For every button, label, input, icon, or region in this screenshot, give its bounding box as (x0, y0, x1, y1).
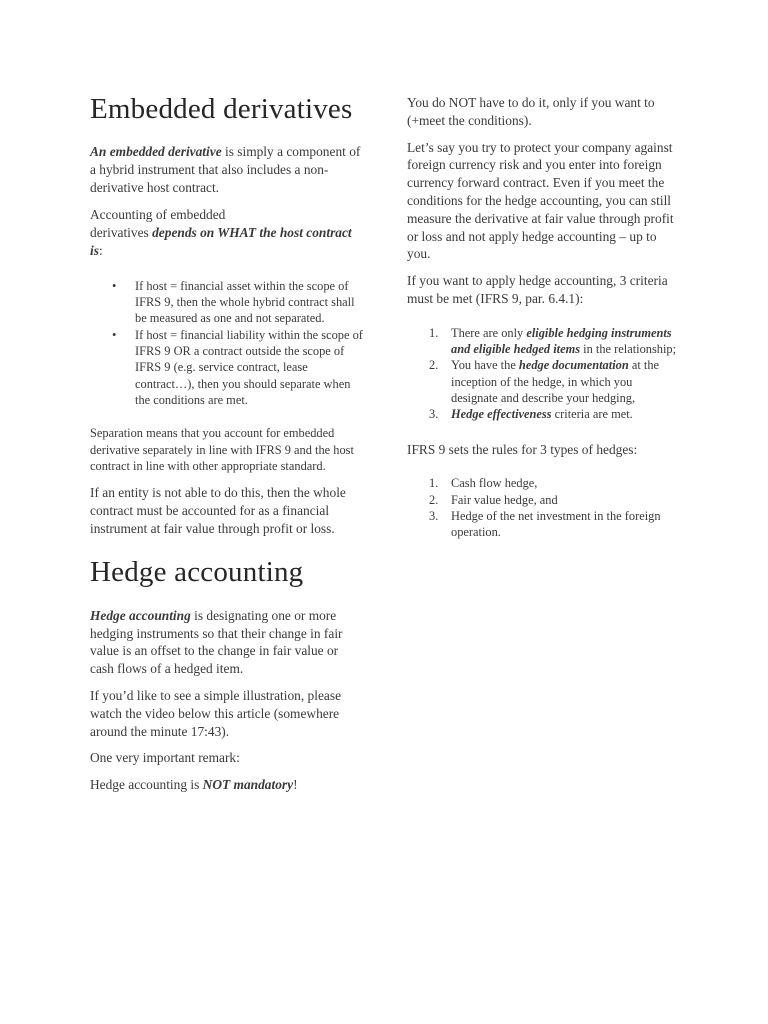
list-item: 3. Hedge of the net investment in the foreign operation. (429, 508, 661, 540)
list-item: • If host = financial liability within the scope of IFRS 9 OR a contract outside the scope of IFRS 9 (e.g. service contract, lease contract…), then you should separate when the conditions are met. (112, 327, 363, 407)
term-hedge-accounting: Hedge accounting (90, 607, 191, 623)
list-number: 3. (429, 508, 439, 523)
list-item: 2. Fair value hedge, and (429, 492, 558, 507)
term-embedded-derivative: An embedded derivative (90, 144, 222, 159)
list-number: 1. (429, 476, 439, 491)
list-number: 2. (429, 492, 439, 507)
accounting-depends-paragraph: Accounting of embedded derivatives depends on WHAT the host contract is: (90, 207, 352, 258)
video-illustration-paragraph: If you’d like to see a simple illustration, please watch the video below this article (somewhere around the minute 17:43). (90, 687, 342, 739)
not-mandatory-paragraph: Hedge accounting is NOT mandatory! (90, 777, 298, 793)
heading-hedge-accounting: Hedge accounting (90, 555, 304, 588)
left-column (90, 0, 365, 794)
hedge-accounting-definition: Hedge accounting is designating one or more hedging instruments so that their change in fair value is an offset to the change in fair value or cash flows of a hedged item. (90, 607, 343, 677)
foreign-currency-example-paragraph: Let’s say you try to protect your company against foreign currency risk and you enter into foreign currency forward contract. Even if you meet the conditions for the hedge accounting, you can still measure the derivative at fair value through profit or loss and not apply hedge accounting – up to you. (407, 139, 674, 262)
right-column (407, 0, 677, 541)
heading-embedded-derivatives: Embedded derivatives (90, 93, 353, 125)
list-item: 3. Hedge effectiveness criteria are met. (429, 407, 633, 422)
bullet-marker: • (112, 278, 117, 293)
criteria-intro-paragraph: If you want to apply hedge accounting, 3 criteria must be met (IFRS 9, par. 6.4.1): (407, 273, 668, 306)
hedge-types-list (407, 475, 677, 540)
not-have-to-paragraph: You do NOT have to do it, only if you want to (+meet the conditions). (407, 95, 655, 128)
list-number: 3. (429, 407, 439, 422)
list-item: 1. There are only eligible hedging instruments and eligible hedged items in the relationship; (429, 325, 677, 357)
list-item: • If host = financial asset within the scope of IFRS 9, then the whole hybrid contract shall be measured as one and not separated. (112, 278, 355, 326)
separation-paragraph: Separation means that you account for embedded derivative separately in line with IFRS 9 and the host contract in line with other appropriate standard. (90, 426, 354, 473)
important-remark-paragraph: One very important remark: (90, 750, 240, 766)
host-contract-bullets (90, 278, 365, 408)
entity-not-able-paragraph: If an entity is not able to do this, then the whole contract must be accounted for as a financial instrument at fair value through profit or loss. (90, 485, 346, 536)
hedge-types-intro-paragraph: IFRS 9 sets the rules for 3 types of hedges: (407, 441, 638, 457)
list-number: 2. (429, 358, 439, 373)
list-item: 2. You have the hedge documentation at the inception of the hedge, in which you designate and describe your hedging, (429, 358, 660, 405)
bullet-marker: • (112, 327, 117, 342)
list-item: 1. Cash flow hedge, (429, 476, 538, 491)
embedded-derivative-definition: An embedded derivative is simply a component of a hybrid instrument that also includes a non-derivative host contract. (90, 144, 361, 195)
list-number: 1. (429, 325, 439, 340)
hedge-criteria-list (407, 325, 677, 423)
